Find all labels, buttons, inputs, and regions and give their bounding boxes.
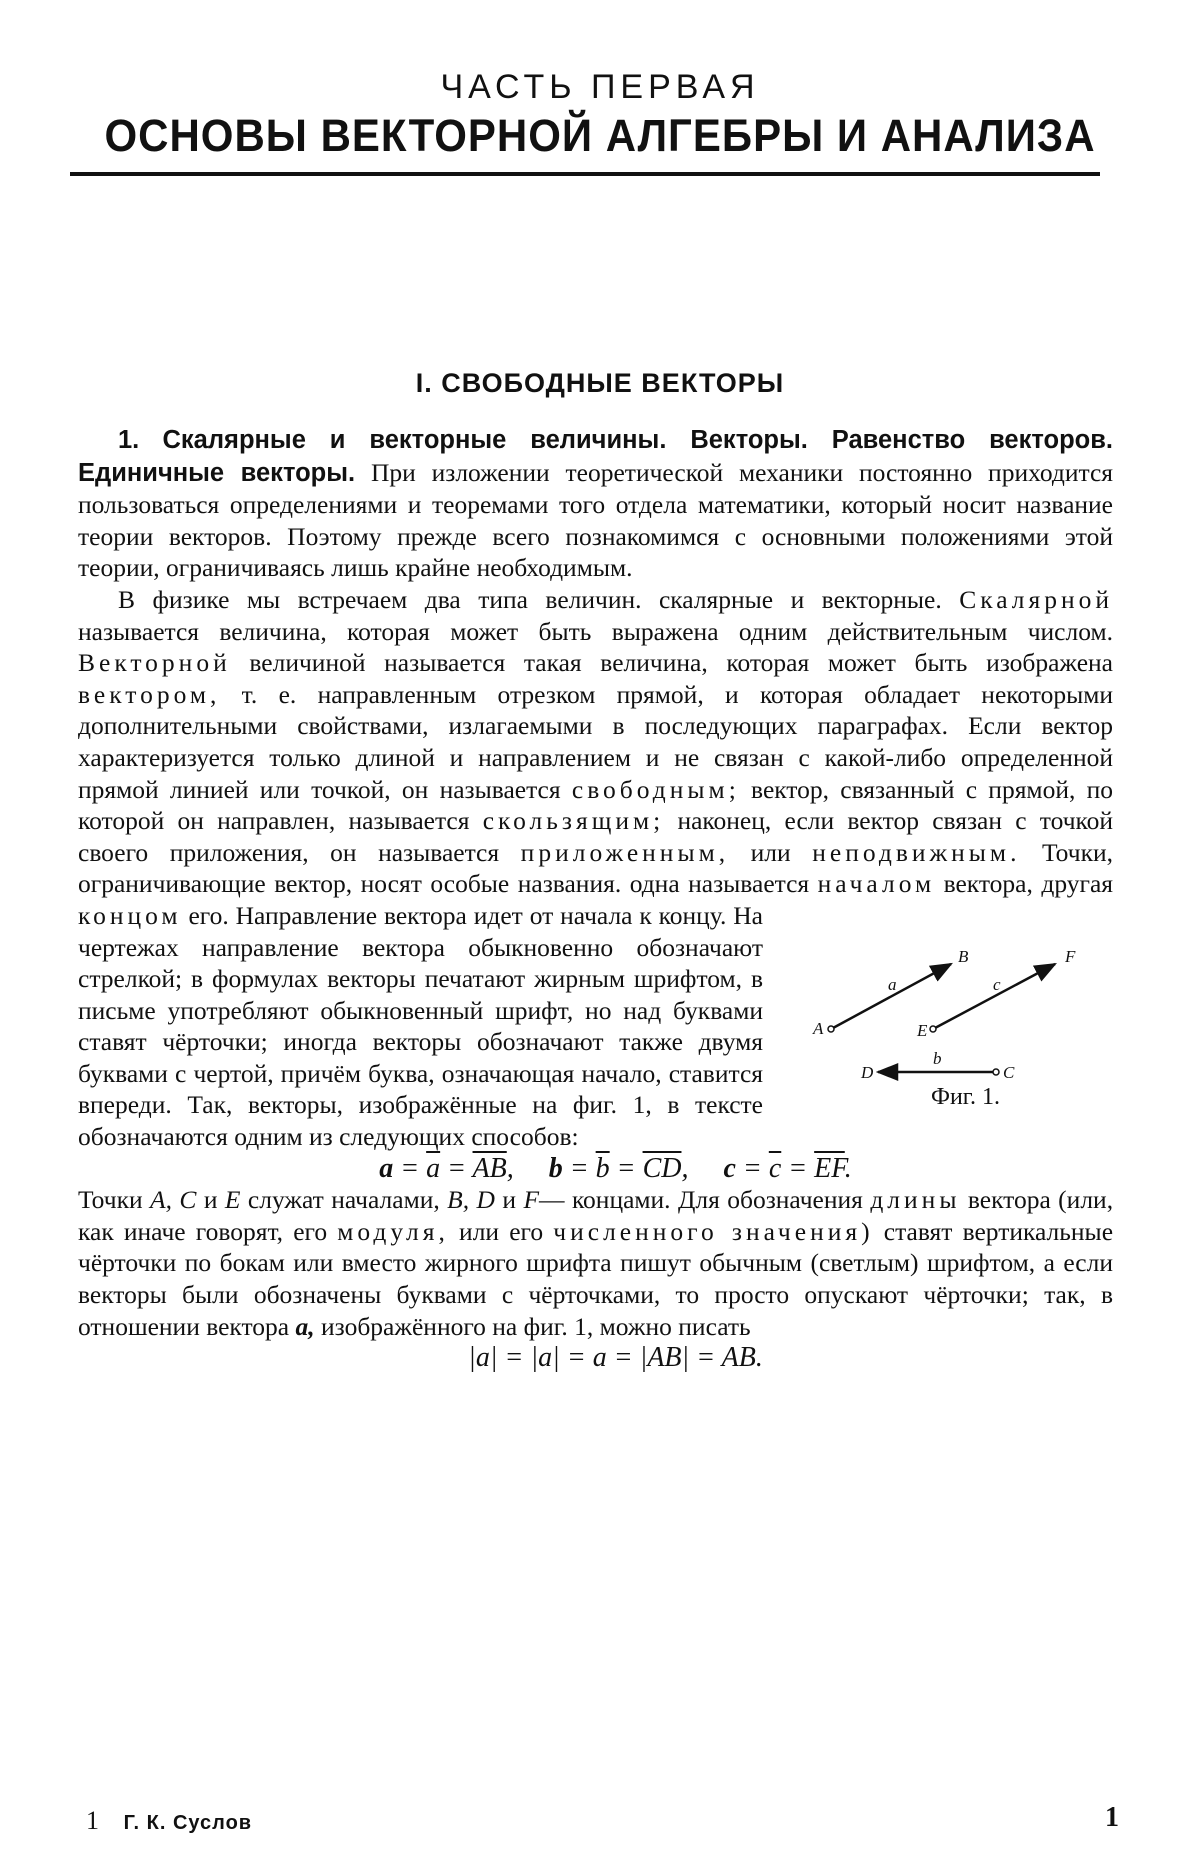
label-a-start: A (813, 1018, 824, 1038)
term-modulus: модуля, (337, 1216, 449, 1246)
label-d-end: D (861, 1062, 874, 1082)
vec-cd: $\overline{CD}$ (642, 1152, 682, 1184)
part-title: ОСНОВЫ ВЕКТОРНОЙ АЛГЕБРЫ И АНАЛИЗА (104, 110, 1096, 161)
term-fixed: неподвижным. (812, 837, 1021, 867)
text-run: или его (459, 1216, 544, 1246)
text-run: вектора (или, как иначе говорят, его (78, 1185, 1114, 1246)
modulus-paragraph (78, 1184, 1113, 1342)
signature-number: 1 (86, 1806, 99, 1835)
vec-a-bar: $\overline{a}$ (426, 1152, 441, 1184)
text-run: величиной называется такая величина, которая может быть изображена (249, 648, 1114, 678)
term-vector-quantity: Векторной (78, 648, 231, 678)
text-run: и (203, 1185, 218, 1215)
text-run: наконец, если вектор связан с точкой своего приложения, он называется (78, 806, 1114, 867)
label-c-start: C (1003, 1062, 1015, 1082)
section-1-paragraph (78, 424, 1113, 584)
vec-c-bold: c (723, 1152, 736, 1184)
label-a-vector: a (888, 974, 897, 994)
term-applied: приложенным, (520, 837, 730, 867)
text-run: его. Направление вектора идет от начала к концу. На чертежах направление вектора обыкновенно обозначают стрелкой; в формулах векторы печатают жирным шрифтом, в письме употребляют обыкновенный шрифт, но над буквами ставят чёрточки; иногда векторы обозначают также двумя буквами с чертой, причём буква, означающая начало, ставится впереди. Так, векторы, изображённые на фиг. 1, в тексте обозначаются одним из следующих способов: (78, 900, 763, 1152)
term-numeric-value: численного значения) (553, 1216, 874, 1246)
vec-a-inline: a, (295, 1311, 315, 1341)
term-scalar: Скалярной (959, 584, 1113, 614)
chapter-title: I. СВОБОДНЫЕ ВЕКТОРЫ (415, 368, 785, 398)
text-run: т. е. направленным отрезком прямой, и которая обладает некоторыми дополнительными свойствами, излагаемыми в последующих параграфах. Если вектор характеризуется только длиной и направлением и не связан с какой-либо определенной прямой линией или точкой, он называется (78, 679, 1114, 804)
notation-formula: $a = \overline{a} = \overline{AB}$, $b = \overline{b} = \overline{CD}$, $c = \overline{c} = \overline{EF}$. (379, 1152, 852, 1184)
vec-b-bar: $\overline{b}$ (595, 1152, 610, 1184)
text-run: ставят вертикальные чёрточки по бокам или вместо жирного шрифта пишут обычным (светлым) шрифтом, а если векторы были обозначены буквами с чёрточками, то просто опускают чёрточки; так, в отношении вектора (78, 1216, 1114, 1341)
modulus-formula: |a| = |a| = a = |AB| = AB. (468, 1342, 763, 1374)
term-vector: вектором, (78, 679, 221, 709)
vec-ab: $\overline{AB}$ (472, 1152, 507, 1184)
printer-signature (86, 1806, 252, 1836)
vec-a-bold: a (379, 1152, 394, 1184)
vec-b-bold: b (548, 1152, 563, 1184)
term-end: концом (78, 900, 182, 930)
text-run: вектор, связанный с прямой, по которой он направлен, называется (78, 774, 1113, 836)
text-run: изображённого на фиг. 1, можно писать (321, 1311, 751, 1341)
term-free: свободным; (571, 774, 740, 804)
point-f: F (523, 1185, 540, 1215)
figure-1 (783, 902, 1113, 1144)
author-name: Г. К. Суслов (123, 1812, 253, 1834)
text-run: вектора, другая (943, 869, 1113, 899)
text-run: Точки, ограничивающие вектор, носят особые названия. одна называется (78, 837, 1113, 899)
point-e: E (224, 1185, 241, 1215)
label-f-end: F (1065, 946, 1076, 966)
term-start: началом (817, 869, 936, 899)
page-number: 1 (1105, 1802, 1119, 1833)
label-b-end: B (958, 946, 969, 966)
label-e-start: E (917, 1020, 928, 1040)
section-intro: При изложении теоретической механики постоянно приходится пользоваться определениями и теоремами того отдела математики, который носит название теории векторов. Поэтому прежде всего познакомимся с основными положениями этой теории, ограничиваясь лишь крайне необходимым. (78, 457, 1114, 583)
text-run: В физике мы встречаем два типа величин. скалярные и векторные. (118, 584, 942, 614)
text-run: Точки (78, 1185, 143, 1215)
part-label: ЧАСТЬ ПЕРВАЯ (440, 68, 760, 106)
body-text (78, 424, 1113, 1374)
vector-cd (878, 1069, 999, 1075)
label-b-vector: b (933, 1048, 942, 1068)
section-heading: Скалярные и векторные величины. Векторы. Равенство векторов. Единичные векторы. (78, 426, 1114, 487)
points-a-c: A, C (150, 1185, 197, 1215)
definitions-paragraph (78, 584, 1113, 1153)
text-run: и (502, 1185, 517, 1215)
term-length: длины (870, 1185, 961, 1215)
text-run: или (750, 837, 791, 867)
section-number: 1. (118, 426, 140, 454)
term-sliding: скользящим; (482, 806, 665, 836)
text-run: служат началами, (247, 1185, 440, 1215)
figure-caption: Фиг. 1. (931, 1083, 1000, 1110)
label-c-vector: c (993, 974, 1001, 994)
header-rule (70, 172, 1100, 176)
text-run: — концами. Для обозначения (539, 1185, 863, 1215)
points-b-d: B, D (447, 1185, 495, 1215)
vec-ef: $\overline{EF}$ (814, 1152, 845, 1184)
text-run: называется величина, которая может быть выражена одним действительным числом. (78, 616, 1113, 646)
vec-c-bar: $\overline{c}$ (768, 1152, 782, 1184)
